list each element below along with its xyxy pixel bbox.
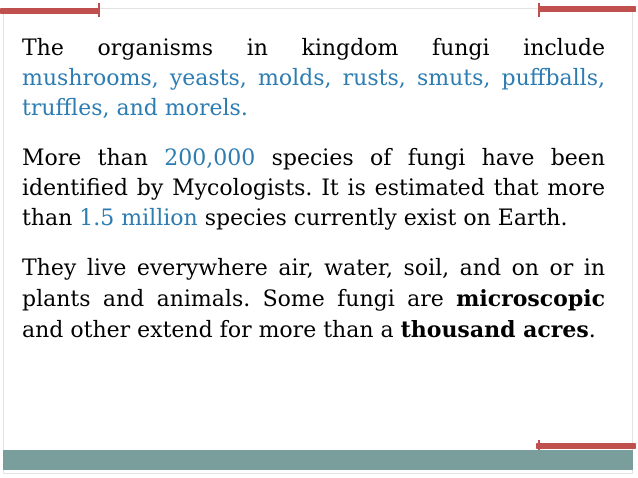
accent-bar-top-left [0, 8, 100, 14]
accent-cap-top-right [538, 3, 540, 17]
accent-cap-top-left [98, 3, 100, 17]
highlight-number: 1.5 million [79, 206, 198, 231]
bold-text: thousand acres [400, 317, 589, 343]
bold-text: microscopic [456, 286, 605, 312]
paragraph-species-count [22, 144, 605, 234]
accent-bar-top-right [538, 6, 636, 12]
paragraph-text: species of fungi have been identified by Mycologists. It is estimated that more than [22, 146, 605, 231]
highlight-text: mushrooms, yeasts, molds, rusts, smuts, puffballs, truffles, and morels. [22, 66, 605, 121]
slide-body [22, 34, 605, 366]
footer-bar [3, 450, 633, 470]
highlight-number: 200,000 [164, 146, 256, 171]
paragraph-kingdom-fungi [22, 34, 605, 124]
paragraph-text: They live everywhere air, water, soil, and on or in plants and animals. Some fungi are [22, 256, 605, 312]
paragraph-text: species currently exist on Earth. [197, 206, 568, 231]
paragraph-text: and other extend for more than a [22, 318, 401, 343]
paragraph-habitat [22, 254, 605, 346]
paragraph-text: . [588, 318, 596, 343]
paragraph-text: The organisms in kingdom fungi include [22, 36, 605, 61]
paragraph-text: More than [22, 146, 165, 171]
accent-bar-bottom-right [536, 443, 636, 449]
